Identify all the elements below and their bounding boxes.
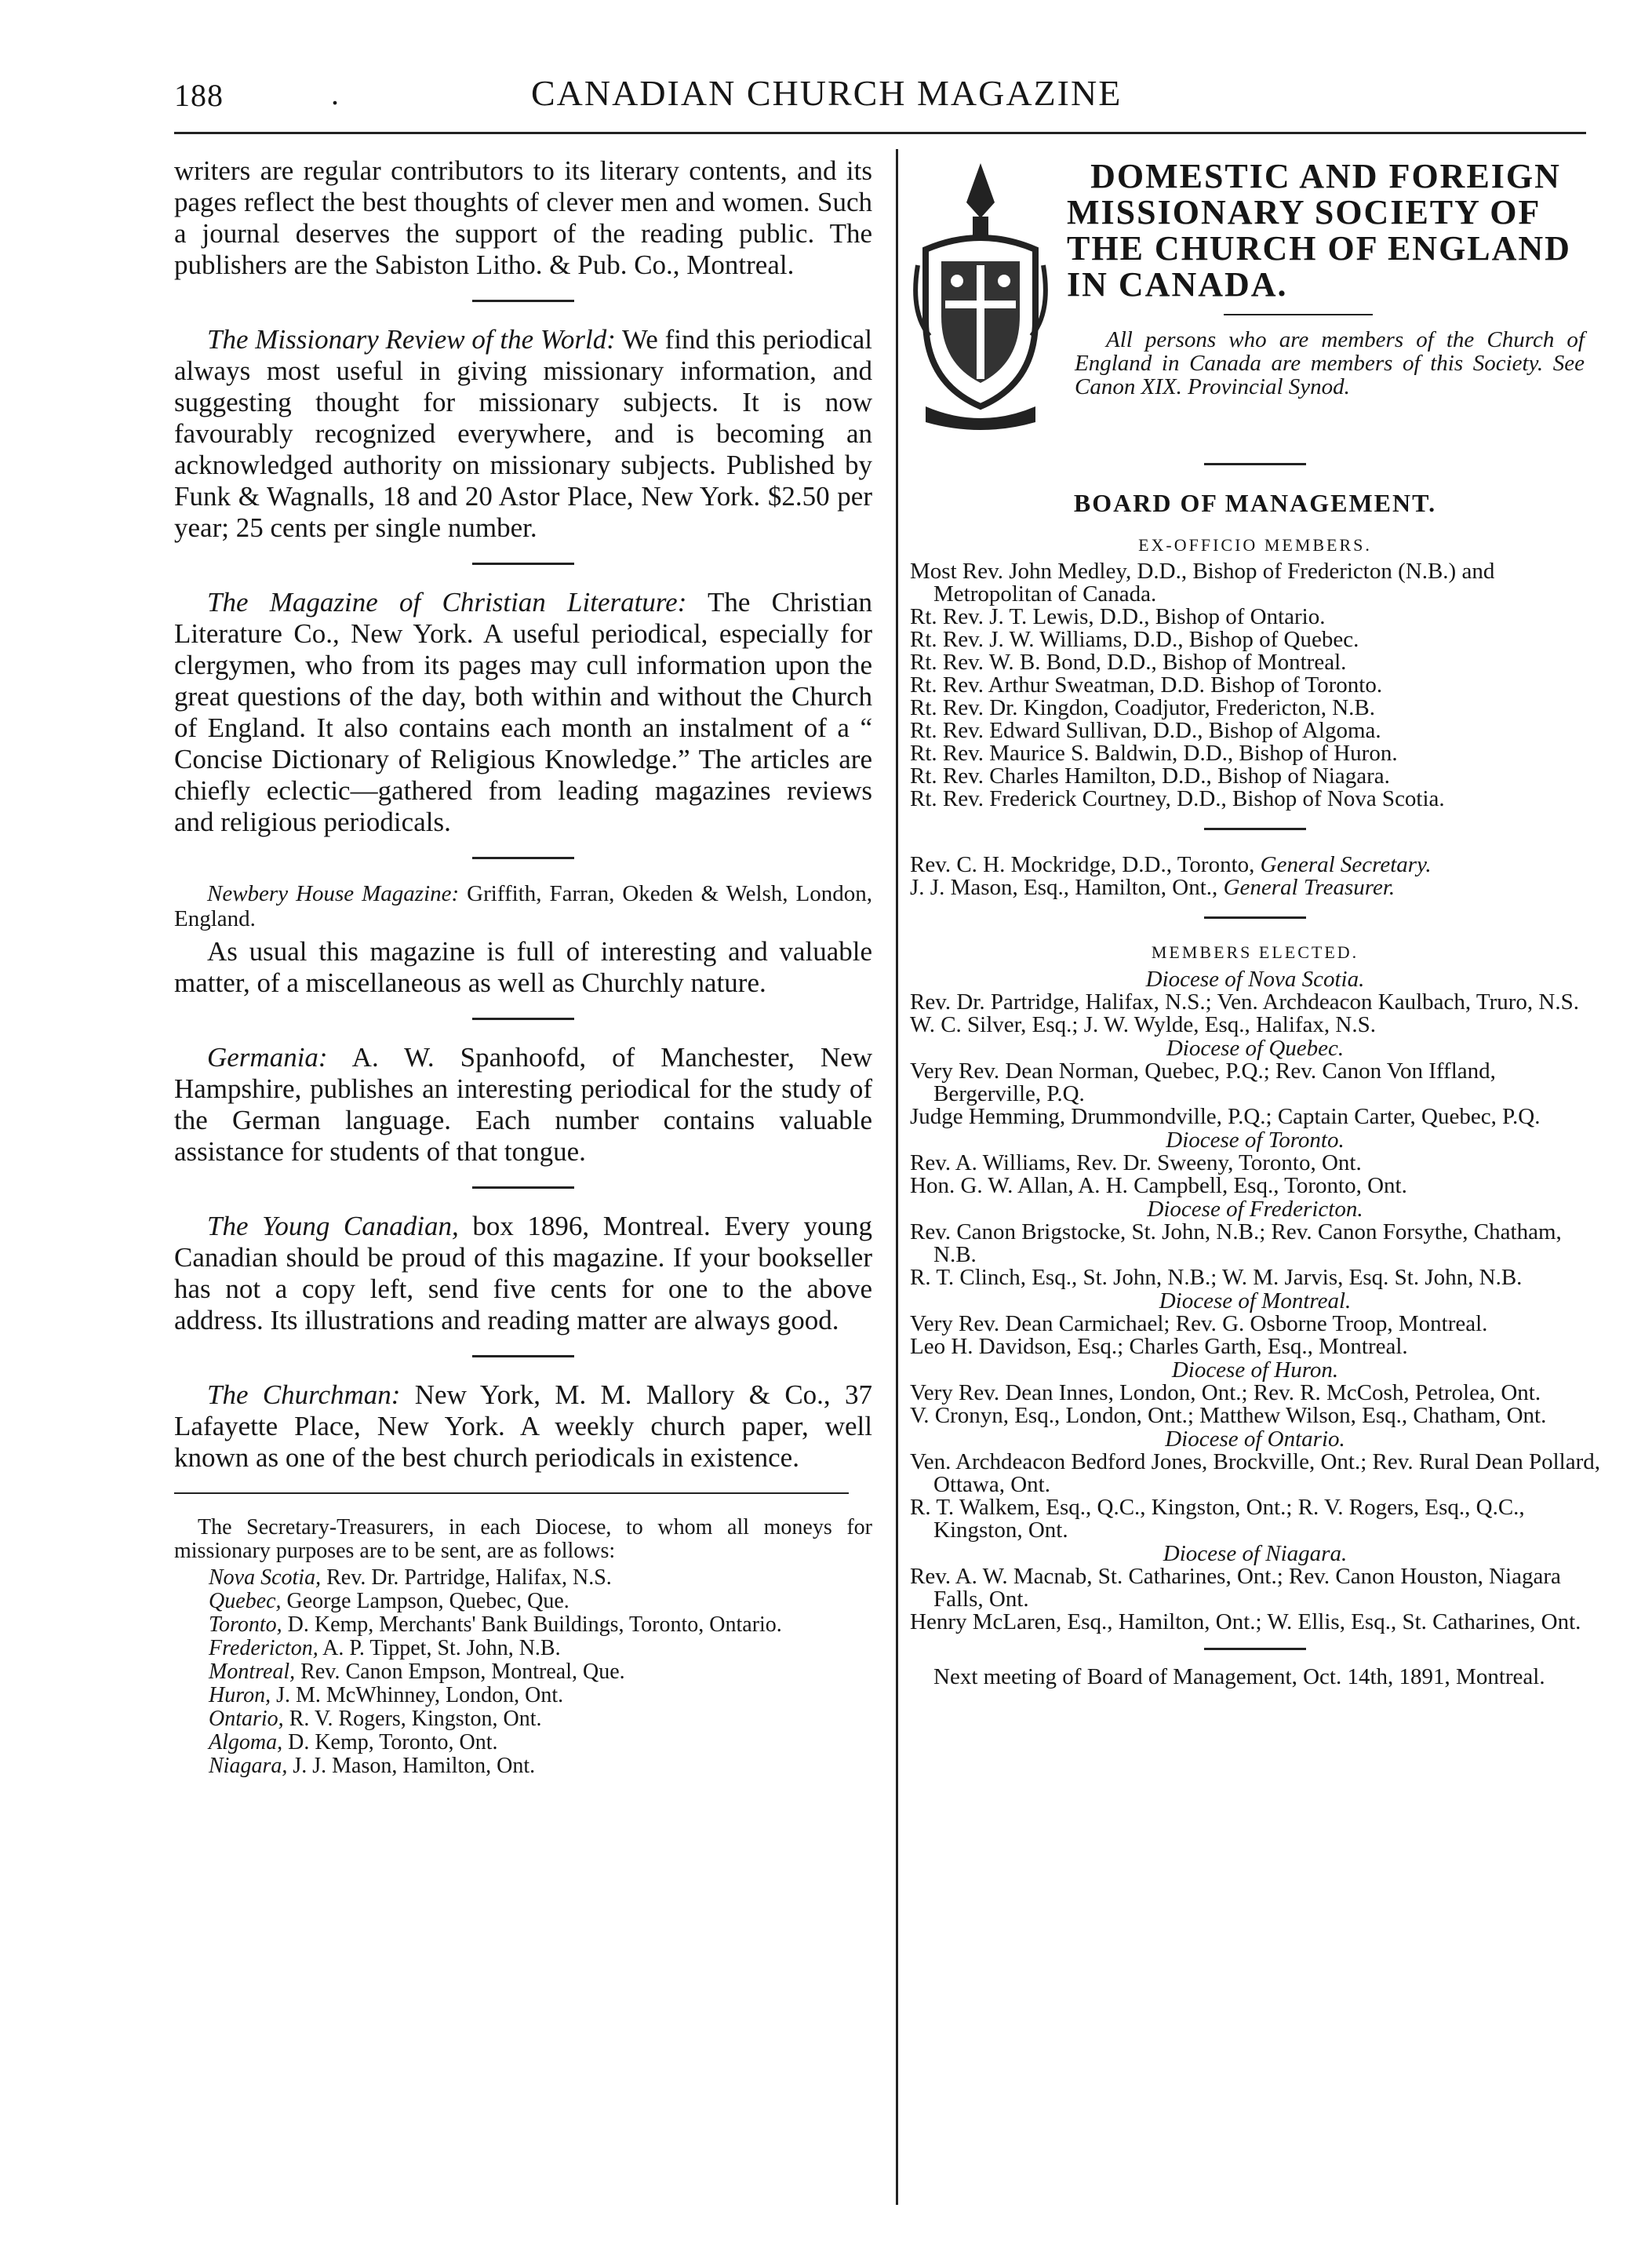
intro-paragraph: writers are regular contributors to its literary contents, and its pages reflect the best thoughts of clever men and women. Such a journal deserves the support of the reading public. The publishers are the Sabiston Litho. & Pub. Co., Montreal. (174, 155, 872, 280)
section-rule (472, 857, 574, 859)
section-rule (472, 563, 574, 565)
section-rule (472, 1355, 574, 1357)
elected-member: Ven. Archdeacon Bedford Jones, Brockville, Ont.; Rev. Rural Dean Pollard, Ottawa, Ont. (910, 1449, 1600, 1497)
section-rule (472, 1186, 574, 1189)
churchman-title: The Churchman: (207, 1379, 401, 1410)
elected-member: R. T. Walkem, Esq., Q.C., Kingston, Ont.; R. V. Rogers, Esq., Q.C., Kingston, Ont. (910, 1495, 1525, 1543)
ex-officio-member: Rt. Rev. Arthur Sweatman, D.D. Bishop of Toronto. (910, 672, 1383, 698)
diocese-heading: Diocese of Nova Scotia. (1145, 967, 1365, 992)
treasurers-notice (174, 1516, 872, 1778)
young-canadian-paragraph (174, 1211, 872, 1336)
ex-officio-member: Rt. Rev. Frederick Courtney, D.D., Bishop of Nova Scotia. (910, 786, 1445, 811)
society-rule (1224, 314, 1373, 315)
churchman-body: New York, M. M. Mallory & Co., 37 Lafayette Place, New York. A weekly church paper, well known as one of the best church periodicals in existence. (174, 1379, 872, 1473)
general-treasurer: J. J. Mason, Esq., Hamilton, Ont., General Treasurer. (910, 875, 1395, 900)
treasurer-item: Huron, J. M. McWhinney, London, Ont. (209, 1683, 564, 1707)
society-membership-note: All persons who are members of the Church of England in Canada are members of this Society. See Canon XIX. Provincial Synod. (1075, 327, 1585, 399)
ex-officio-member: Rt. Rev. W. B. Bond, D.D., Bishop of Montreal. (910, 650, 1347, 675)
board-title: BOARD OF MANAGEMENT. (1073, 489, 1437, 517)
elected-member: Very Rev. Dean Norman, Quebec, P.Q.; Rev. Canon Von Iffland, Bergerville, P.Q. (910, 1058, 1496, 1106)
society-title (1043, 158, 1608, 303)
treasurers-intro: The Secretary-Treasurers, in each Diocese, to whom all moneys for missionary purposes are to be sent, are as follows: (174, 1515, 872, 1563)
elected-member: Rev. A. W. Macnab, St. Catharines, Ont.; Rev. Canon Houston, Niagara Falls, Ont. (910, 1564, 1561, 1612)
elected-member: Leo H. Davidson, Esq.; Charles Garth, Esq., Montreal. (910, 1334, 1408, 1359)
christian-lit-title: The Magazine of Christian Literature: (207, 587, 687, 618)
elected-member: W. C. Silver, Esq.; J. W. Wylde, Esq., Halifax, N.S. (910, 1012, 1377, 1037)
young-canadian-body: box 1896, Montreal. Every young Canadian should be proud of this magazine. If your bookseller has not a copy left, send five cents for one to the above address. Its illustrations and reading matter are always good. (174, 1211, 872, 1335)
society-title-rest: MISSIONARY SOCIETY OF THE CHURCH OF ENGLAND IN CANADA. (1067, 193, 1571, 304)
diocese-heading: Diocese of Toronto. (1166, 1128, 1345, 1153)
section-rule (1204, 828, 1306, 830)
elected-member: Rev. A. Williams, Rev. Dr. Sweeny, Toronto, Ont. (910, 1150, 1362, 1175)
right-column (910, 155, 1600, 1689)
newbery-title: Newbery House Magazine: (207, 881, 460, 906)
ex-officio-member: Most Rev. John Medley, D.D., Bishop of Fredericton (N.B.) and Metropolitan of Canada. (910, 559, 1495, 607)
magazine-title: CANADIAN CHURCH MAGAZINE (531, 73, 1123, 113)
elected-member: Very Rev. Dean Innes, London, Ont.; Rev. R. McCosh, Petrolea, Ont. (910, 1380, 1541, 1405)
members-elected-heading: MEMBERS ELECTED. (1151, 942, 1359, 962)
next-meeting-notice: Next meeting of Board of Management, Oct. 14th, 1891, Montreal. (933, 1664, 1545, 1689)
diocese-heading: Diocese of Niagara. (1163, 1541, 1348, 1566)
notice-rule (174, 1492, 849, 1494)
society-heading-block (910, 155, 1600, 446)
treasurer-item: Algoma, D. Kemp, Toronto, Ont. (209, 1730, 498, 1754)
treasurer-item: Niagara, J. J. Mason, Hamilton, Ont. (209, 1754, 536, 1778)
header-rule (174, 132, 1586, 134)
newbery-body: As usual this magazine is full of interesting and valuable matter, of a miscellaneous as well as Churchly nature. (174, 936, 872, 998)
diocese-heading: Diocese of Quebec. (1166, 1036, 1345, 1061)
elected-member: R. T. Clinch, Esq., St. John, N.B.; W. M. Jarvis, Esq. St. John, N.B. (910, 1265, 1523, 1290)
ex-officio-list (910, 560, 1600, 811)
ex-officio-member: Rt. Rev. J. T. Lewis, D.D., Bishop of Ontario. (910, 604, 1326, 629)
page-number: 188 (174, 78, 224, 113)
section-rule (472, 300, 574, 302)
left-column (174, 155, 872, 1778)
germania-title: Germania: (207, 1042, 328, 1073)
ex-officio-member: Rt. Rev. Dr. Kingdon, Coadjutor, Fredericton, N.B. (910, 695, 1376, 720)
diocese-heading: Diocese of Huron. (1171, 1357, 1339, 1383)
ex-officio-member: Rt. Rev. Charles Hamilton, D.D., Bishop of Niagara. (910, 763, 1390, 789)
elected-members (910, 967, 1600, 1634)
christian-lit-paragraph (174, 587, 872, 838)
germania-body: A. W. Spanhoofd, of Manchester, New Hampshire, publishes an interesting periodical for the study of the German language. Each number contains valuable assistance for students of that tongue. (174, 1042, 872, 1167)
running-head (174, 72, 1586, 127)
elected-member: Judge Hemming, Drummondville, P.Q.; Captain Carter, Quebec, P.Q. (910, 1104, 1541, 1129)
ex-officio-heading: EX-OFFICIO MEMBERS. (1138, 535, 1372, 555)
elected-member: Very Rev. Dean Carmichael; Rev. G. Osborne Troop, Montreal. (910, 1311, 1488, 1336)
germania-paragraph (174, 1042, 872, 1168)
section-rule (1204, 1648, 1306, 1650)
treasurer-item: Montreal, Rev. Canon Empson, Montreal, Que. (209, 1660, 625, 1684)
review-body: We find this periodical always most useful in giving missionary information, and suggesting thought for missionary subjects. It is now favourably recognized everywhere, and is becoming an acknowledged authority on missionary subjects. Published by Funk & Wagnalls, 18 and 20 Astor Place, New York. $2.50 per year; 25 cents per single number. (174, 324, 873, 543)
general-secretary: Rev. C. H. Mockridge, D.D., Toronto, General Secretary. (910, 852, 1432, 877)
diocese-heading: Diocese of Fredericton. (1147, 1197, 1363, 1222)
ex-officio-member: Rt. Rev. Maurice S. Baldwin, D.D., Bishop of Huron. (910, 741, 1398, 766)
section-rule (1204, 463, 1306, 465)
newbery-heading (174, 881, 872, 931)
young-canadian-title: The Young Canadian, (207, 1211, 459, 1241)
elected-member: Rev. Dr. Partridge, Halifax, N.S.; Ven. Archdeacon Kaulbach, Truro, N.S. (910, 989, 1579, 1015)
elected-member: Hon. G. W. Allan, A. H. Campbell, Esq., Toronto, Ont. (910, 1173, 1407, 1198)
diocese-heading: Diocese of Ontario. (1165, 1426, 1345, 1452)
column-divider (896, 149, 898, 2205)
treasurer-item: Quebec, George Lampson, Quebec, Que. (209, 1589, 569, 1613)
review-title: The Missionary Review of the World: (207, 324, 616, 355)
treasurer-item: Ontario, R. V. Rogers, Kingston, Ont. (209, 1707, 542, 1731)
ex-officio-member: Rt. Rev. J. W. Williams, D.D., Bishop of Quebec. (910, 627, 1359, 652)
elected-member: V. Cronyn, Esq., London, Ont.; Matthew Wilson, Esq., Chatham, Ont. (910, 1403, 1547, 1428)
treasurer-item: Fredericton, A. P. Tippet, St. John, N.B. (209, 1636, 561, 1660)
newbery-publisher: Griffith, Farran, Okeden & Welsh, London, England. (174, 881, 872, 931)
elected-member: Rev. Canon Brigstocke, St. John, N.B.; Rev. Canon Forsythe, Chatham, N.B. (910, 1219, 1562, 1267)
header-dot: . (331, 76, 339, 111)
ex-officio-member: Rt. Rev. Edward Sullivan, D.D., Bishop of Algoma. (910, 718, 1381, 743)
treasurer-item: Nova Scotia, Rev. Dr. Partridge, Halifax, N.S. (209, 1565, 612, 1590)
treasurer-item: Toronto, D. Kemp, Merchants' Bank Buildings, Toronto, Ontario. (209, 1612, 782, 1637)
diocesan-crest-icon (910, 155, 1051, 438)
review-paragraph (174, 324, 872, 544)
society-title-line1: DOMESTIC AND FOREIGN (1090, 157, 1561, 195)
diocese-heading: Diocese of Montreal. (1159, 1288, 1352, 1313)
churchman-paragraph (174, 1379, 872, 1474)
christian-lit-body: The Christian Literature Co., New York. A useful periodical, especially for clergymen, who from its pages may cull information upon the great questions of the day, both within and without the Church of England. It also contains each month an instalment of a “ Concise Dictionary of Religious Knowledge.” The articles are chiefly eclectic—gathered from leading magazines reviews and religious periodicals. (174, 587, 873, 837)
section-rule (1204, 916, 1306, 919)
section-rule (472, 1018, 574, 1020)
elected-member: Henry McLaren, Esq., Hamilton, Ont.; W. Ellis, Esq., St. Catharines, Ont. (910, 1609, 1581, 1634)
